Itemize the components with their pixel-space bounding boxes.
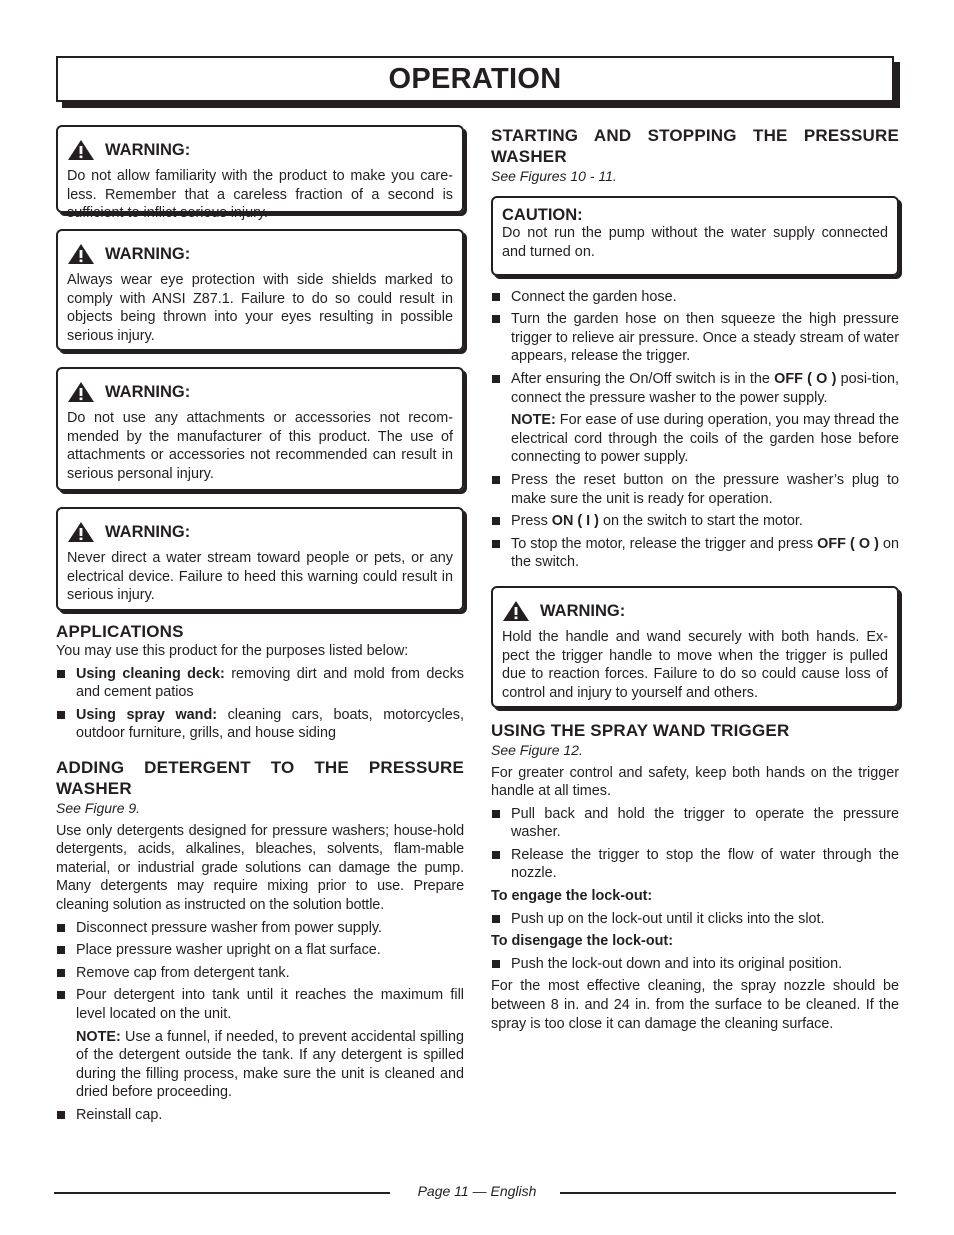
detergent-heading: ADDING DETERGENT TO THE PRESSURE WASHER — [56, 757, 464, 798]
list-item: Remove cap from detergent tank. — [56, 964, 464, 983]
engage-list — [491, 910, 899, 929]
list-item: Push the lock-out down and into its original position. — [491, 955, 899, 974]
right-column — [491, 125, 899, 1037]
warning-heading: WARNING: — [67, 139, 453, 161]
trigger-list — [491, 805, 899, 883]
starting-see-figure: See Figures 10 - 11. — [491, 168, 617, 184]
detergent-list — [56, 919, 464, 1125]
trigger-outro: For the most effective cleaning, the spray nozzle should be between 8 in. and 24 in. from the surface to be cleaned. If the spray is too close it can damage the cleaning surface. — [491, 978, 899, 1032]
warning-heading: WARNING: — [67, 243, 453, 265]
warning-box — [56, 125, 464, 222]
list-item: Press ON ( I ) on the switch to start the motor. — [491, 512, 899, 531]
caution-heading: CAUTION: — [502, 205, 583, 224]
list-item: Using cleaning deck: removing dirt and mold from decks and cement patios — [56, 665, 464, 702]
warning-heading: WARNING: — [67, 521, 453, 543]
warning-box — [56, 229, 464, 351]
disengage-heading: To disengage the lock-out: — [491, 933, 674, 950]
applications-heading: APPLICATIONS — [56, 622, 184, 641]
list-item: Using spray wand: cleaning cars, boats, motorcycles, outdoor furniture, grills, and house siding — [56, 706, 464, 743]
list-item: Release the trigger to stop the flow of water through the nozzle. — [491, 846, 899, 883]
list-item: Turn the garden hose on then squeeze the high pressure trigger to relieve air pressure. Once a steady stream of water appears, release the trigger. — [491, 310, 899, 366]
list-item: After ensuring the On/Off switch is in the OFF ( O ) posi-tion, connect the pressure washer to the power supply. — [491, 370, 899, 407]
starting-heading: STARTING AND STOPPING THE PRESSURE WASHER — [491, 126, 899, 166]
list-item: Pour detergent into tank until it reaches the maximum fill level located on the unit. — [56, 986, 464, 1023]
list-item: Connect the garden hose. — [491, 288, 899, 307]
list-item: Push up on the lock-out until it clicks into the slot. — [491, 910, 899, 929]
list-item: To stop the motor, release the trigger and press OFF ( O ) on the switch. — [491, 535, 899, 572]
list-item: Reinstall cap. — [56, 1106, 464, 1125]
detergent-see-figure: See Figure 9. — [56, 799, 141, 816]
detergent-note: NOTE: Use a funnel, if needed, to prevent accidental spilling of the detergent outside the tank. If any detergent is spilled during the filling process, make sure the unit is cleaned and dried before proceeding. — [76, 1028, 464, 1101]
left-column — [56, 125, 464, 1128]
engage-heading: To engage the lock-out: — [491, 888, 653, 905]
trigger-intro: For greater control and safety, keep both hands on the trigger handle at all times. — [491, 764, 899, 800]
trigger-see-figure: See Figure 12. — [491, 741, 583, 758]
warning-heading: WARNING: — [502, 600, 888, 622]
caution-box — [491, 196, 899, 276]
page-title: OPERATION — [388, 62, 562, 95]
page-title-box — [56, 56, 894, 102]
list-item: Disconnect pressure washer from power supply. — [56, 919, 464, 938]
warning-triangle-icon — [67, 243, 95, 265]
list-item: Pull back and hold the trigger to operate the pressure washer. — [491, 805, 899, 842]
trigger-heading: USING THE SPRAY WAND TRIGGER — [491, 720, 790, 740]
list-item: Place pressure washer upright on a flat surface. — [56, 941, 464, 960]
warning-text: Do not allow familiarity with the product to make you care-less. Remember that a careless fraction of a second is sufficient to inflict serious injury. — [67, 168, 453, 222]
warning-text: Hold the handle and wand securely with both hands. Ex-pect the trigger handle to move when the trigger is pulled due to reaction forces. Failure to do so could cause loss of control and injury to yourself and others. — [502, 628, 888, 701]
warning-box — [491, 586, 899, 708]
warning-text: Always wear eye protection with side shields marked to comply with ANSI Z87.1. Failure to do so could result in objects being thrown into your eyes resulting in possible serious injury. — [67, 272, 453, 344]
warning-triangle-icon — [67, 381, 95, 403]
starting-list — [491, 288, 899, 572]
applications-intro: You may use this product for the purposes listed below: — [56, 643, 409, 659]
disengage-list — [491, 955, 899, 974]
page-footer: Page 11 — English — [417, 1183, 537, 1199]
warning-box — [56, 367, 464, 491]
warning-triangle-icon — [67, 521, 95, 543]
detergent-intro: Use only detergents designed for pressure washers; house-hold detergents, acids, alkalines, bleaches, solvents, flam-mable material, or industrial grade solutions can damage the pump. Many detergents may require mixing prior to use. Prepare cleaning solution as instructed on the solution bottle. — [56, 822, 464, 913]
warning-box — [56, 507, 464, 611]
warning-heading: WARNING: — [67, 381, 453, 403]
list-item: Press the reset button on the pressure washer’s plug to make sure the unit is ready for operation. — [491, 471, 899, 508]
caution-text: Do not run the pump without the water supply connected and turned on. — [502, 225, 888, 260]
warning-triangle-icon — [502, 600, 530, 622]
warning-text: Never direct a water stream toward people or pets, or any electrical device. Failure to heed this warning could result in serious injury. — [67, 550, 453, 604]
starting-note: NOTE: For ease of use during operation, you may thread the electrical cord through the coils of the garden hose before connecting to power supply. — [511, 412, 899, 466]
applications-list — [56, 665, 464, 743]
warning-triangle-icon — [67, 139, 95, 161]
warning-text: Do not use any attachments or accessories not recom-mended by the manufacturer of this product. The use of attachments or accessories not recommended can result in serious personal injury. — [67, 410, 453, 482]
